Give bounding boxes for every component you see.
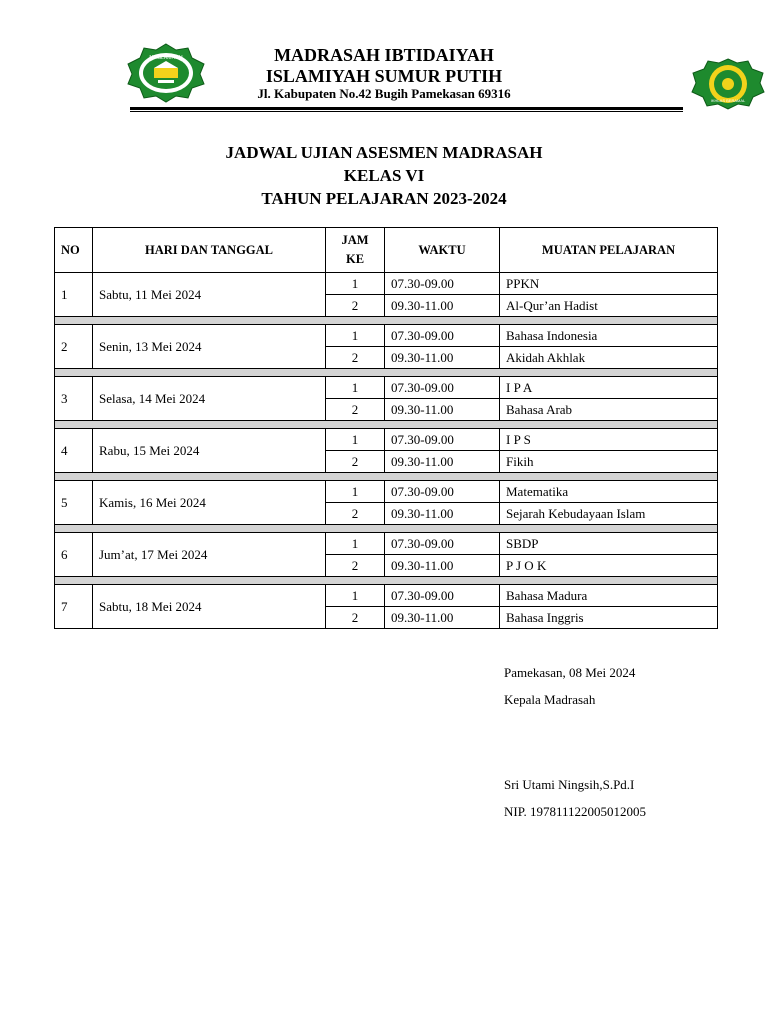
exam-schedule-table [54, 227, 718, 629]
session-waktu: 09.30-11.00 [385, 295, 500, 317]
separator-cell [55, 369, 718, 377]
column-header-jam: JAM KE [326, 228, 385, 273]
session-jam: 2 [326, 399, 385, 421]
table-row [55, 429, 718, 451]
session-waktu: 07.30-09.00 [385, 585, 500, 607]
session-waktu: 07.30-09.00 [385, 533, 500, 555]
session-jam: 2 [326, 295, 385, 317]
table-row [55, 325, 718, 347]
day-number: 4 [55, 429, 93, 473]
session-mapel: Bahasa Inggris [500, 607, 718, 629]
session-mapel: Sejarah Kebudayaan Islam [500, 503, 718, 525]
column-header-mapel: MUATAN PELAJARAN [500, 228, 718, 273]
session-jam: 2 [326, 503, 385, 525]
table-row [55, 377, 718, 399]
row-separator [55, 421, 718, 429]
session-waktu: 09.30-11.00 [385, 555, 500, 577]
table-header-row [55, 228, 718, 273]
school-address: Jl. Kabupaten No.42 Bugih Pamekasan 69316 [257, 86, 511, 101]
session-mapel: Bahasa Arab [500, 399, 718, 421]
session-mapel: Bahasa Indonesia [500, 325, 718, 347]
session-mapel: P J O K [500, 555, 718, 577]
session-jam: 2 [326, 347, 385, 369]
session-jam: 2 [326, 607, 385, 629]
day-number: 6 [55, 533, 93, 577]
session-mapel: I P A [500, 377, 718, 399]
session-waktu: 09.30-11.00 [385, 503, 500, 525]
session-waktu: 07.30-09.00 [385, 325, 500, 347]
row-separator [55, 525, 718, 533]
column-header-date: HARI DAN TANGGAL [93, 228, 326, 273]
day-number: 7 [55, 585, 93, 629]
session-jam: 2 [326, 451, 385, 473]
header-rule-thin [130, 111, 683, 112]
signature-nip: NIP. 197811122005012005 [504, 804, 647, 819]
logo-left-text: MI ISLAMIYAH [149, 55, 183, 61]
table-row [55, 585, 718, 607]
separator-cell [55, 421, 718, 429]
session-mapel: Fikih [500, 451, 718, 473]
separator-cell [55, 317, 718, 325]
session-mapel: Akidah Akhlak [500, 347, 718, 369]
session-waktu: 07.30-09.00 [385, 273, 500, 295]
session-waktu: 09.30-11.00 [385, 347, 500, 369]
day-date: Senin, 13 Mei 2024 [93, 325, 326, 369]
column-header-waktu: WAKTU [385, 228, 500, 273]
document-title-line2: KELAS VI [343, 166, 425, 185]
logo-right-text: IKHLAS BERAMAL [710, 98, 746, 103]
day-number: 3 [55, 377, 93, 421]
row-separator [55, 577, 718, 585]
day-date: Sabtu, 18 Mei 2024 [93, 585, 326, 629]
session-jam: 1 [326, 325, 385, 347]
separator-cell [55, 577, 718, 585]
day-date: Kamis, 16 Mei 2024 [93, 481, 326, 525]
session-waktu: 07.30-09.00 [385, 429, 500, 451]
signature-role: Kepala Madrasah [504, 692, 596, 707]
day-date: Rabu, 15 Mei 2024 [93, 429, 326, 473]
session-waktu: 09.30-11.00 [385, 607, 500, 629]
row-separator [55, 369, 718, 377]
session-waktu: 07.30-09.00 [385, 481, 500, 503]
session-mapel: Bahasa Madura [500, 585, 718, 607]
table-row [55, 533, 718, 555]
day-number: 5 [55, 481, 93, 525]
day-number: 1 [55, 273, 93, 317]
session-mapel: Matematika [500, 481, 718, 503]
session-mapel: SBDP [500, 533, 718, 555]
session-jam: 1 [326, 585, 385, 607]
day-date: Selasa, 14 Mei 2024 [93, 377, 326, 421]
session-mapel: Al-Qur’an Hadist [500, 295, 718, 317]
day-date: Jum’at, 17 Mei 2024 [93, 533, 326, 577]
session-jam: 1 [326, 377, 385, 399]
session-waktu: 09.30-11.00 [385, 451, 500, 473]
table-row [55, 273, 718, 295]
session-jam: 1 [326, 429, 385, 451]
table-row [55, 481, 718, 503]
separator-cell [55, 473, 718, 481]
day-number: 2 [55, 325, 93, 369]
row-separator [55, 317, 718, 325]
signature-name: Sri Utami Ningsih,S.Pd.I [504, 777, 635, 792]
header-rule-thick [130, 107, 683, 110]
separator-cell [55, 525, 718, 533]
session-waktu: 09.30-11.00 [385, 399, 500, 421]
session-jam: 1 [326, 273, 385, 295]
row-separator [55, 473, 718, 481]
day-date: Sabtu, 11 Mei 2024 [93, 273, 326, 317]
session-mapel: I P S [500, 429, 718, 451]
column-header-no: NO [55, 228, 93, 273]
session-jam: 2 [326, 555, 385, 577]
school-name-line1: MADRASAH IBTIDAIYAH [274, 45, 494, 65]
session-jam: 1 [326, 481, 385, 503]
document-title-line1: JADWAL UJIAN ASESMEN MADRASAH [225, 143, 543, 162]
document-title-line3: TAHUN PELAJARAN 2023-2024 [261, 189, 507, 208]
signature-place-date: Pamekasan, 08 Mei 2024 [504, 665, 636, 680]
school-name-line2: ISLAMIYAH SUMUR PUTIH [265, 66, 503, 86]
session-jam: 1 [326, 533, 385, 555]
session-waktu: 07.30-09.00 [385, 377, 500, 399]
session-mapel: PPKN [500, 273, 718, 295]
